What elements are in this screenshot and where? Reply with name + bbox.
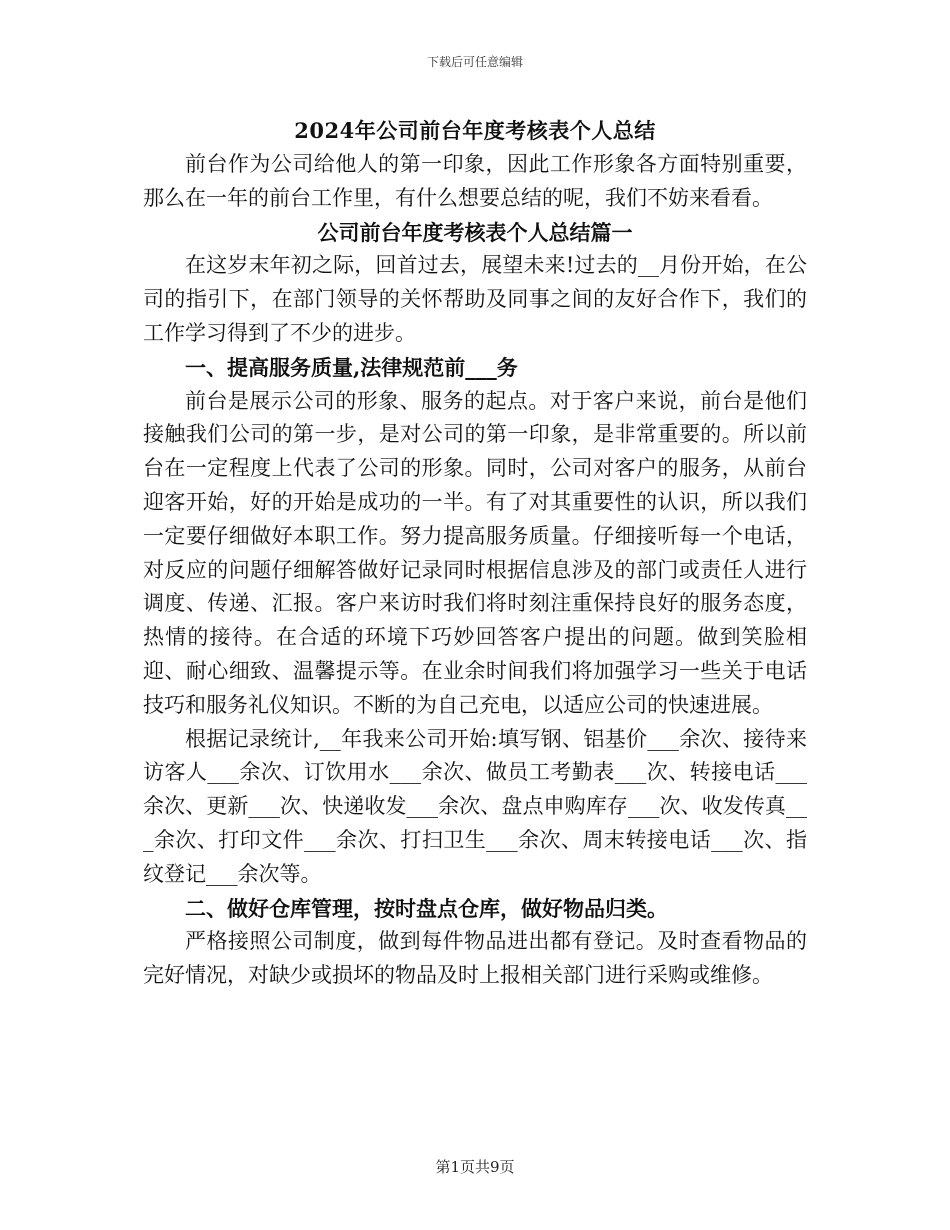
heading-1: 一、提高服务质量,法律规范前___务	[185, 354, 518, 380]
intro-paragraph: 前台作为公司给他人的第一印象，因此工作形象各方面特别重要，那么在一年的前台工作里，有什么想要总结的呢，我们不妨来看看。	[143, 152, 807, 210]
document-body	[143, 148, 807, 993]
header-note: 下载后可任意编辑	[426, 55, 523, 69]
section-subtitle: 公司前台年度考核表个人总结篇一	[317, 219, 633, 245]
paragraph-3: 根据记录统计,__年我来公司开始:填写钢、铝基价___余次、接待来访客人___余次、订饮用水___余次、做员工考勤表___次、转接电话___余次、更新___次、快递收发___余次、盘点申购库存___次、收发传真___余次、打印文件___余次、打扫卫生___余次、周末转接电话___次、指纹登记___余次等。	[143, 726, 807, 886]
paragraph-4: 严格接照公司制度，做到每件物品进出都有登记。及时查看物品的完好情况，对缺少或损坏的物品及时上报相关部门进行采购或维修。	[143, 929, 807, 988]
heading-2: 二、做好仓库管理，按时盘点仓库，做好物品归类。	[185, 895, 668, 921]
document-title: 2024年公司前台年度考核表个人总结	[294, 118, 656, 143]
paragraph-2: 前台是展示公司的形象、服务的起点。对于客户来说，前台是他们接触我们公司的第一步，是对公司的第一印象，是非常重要的。所以前台在一定程度上代表了公司的形象。同时，公司对客户的服务，从前台迎客开始，好的开始是成功的一半。有了对其重要性的认识，所以我们一定要仔细做好本职工作。努力提高服务质量。仔细接听每一个电话，对反应的问题仔细解答做好记录同时根据信息涉及的部门或责任人进行调度、传递、汇报。客户来访时我们将时刻注重保持良好的服务态度，热情的接待。在合适的环境下巧妙回答客户提出的问题。做到笑脸相迎、耐心细致、温馨提示等。在业余时间我们将加强学习一些关于电话技巧和服务礼仪知识。不断的为自己充电，以适应公司的快速进展。	[143, 388, 807, 717]
page-footer: 第1页共9页	[435, 1158, 515, 1176]
paragraph-1: 在这岁末年初之际，回首过去，展望未来!过去的__月份开始，在公司的指引下，在部门领导的关怀帮助及同事之间的友好合作下，我们的工作学习得到了不少的进步。	[143, 253, 807, 345]
